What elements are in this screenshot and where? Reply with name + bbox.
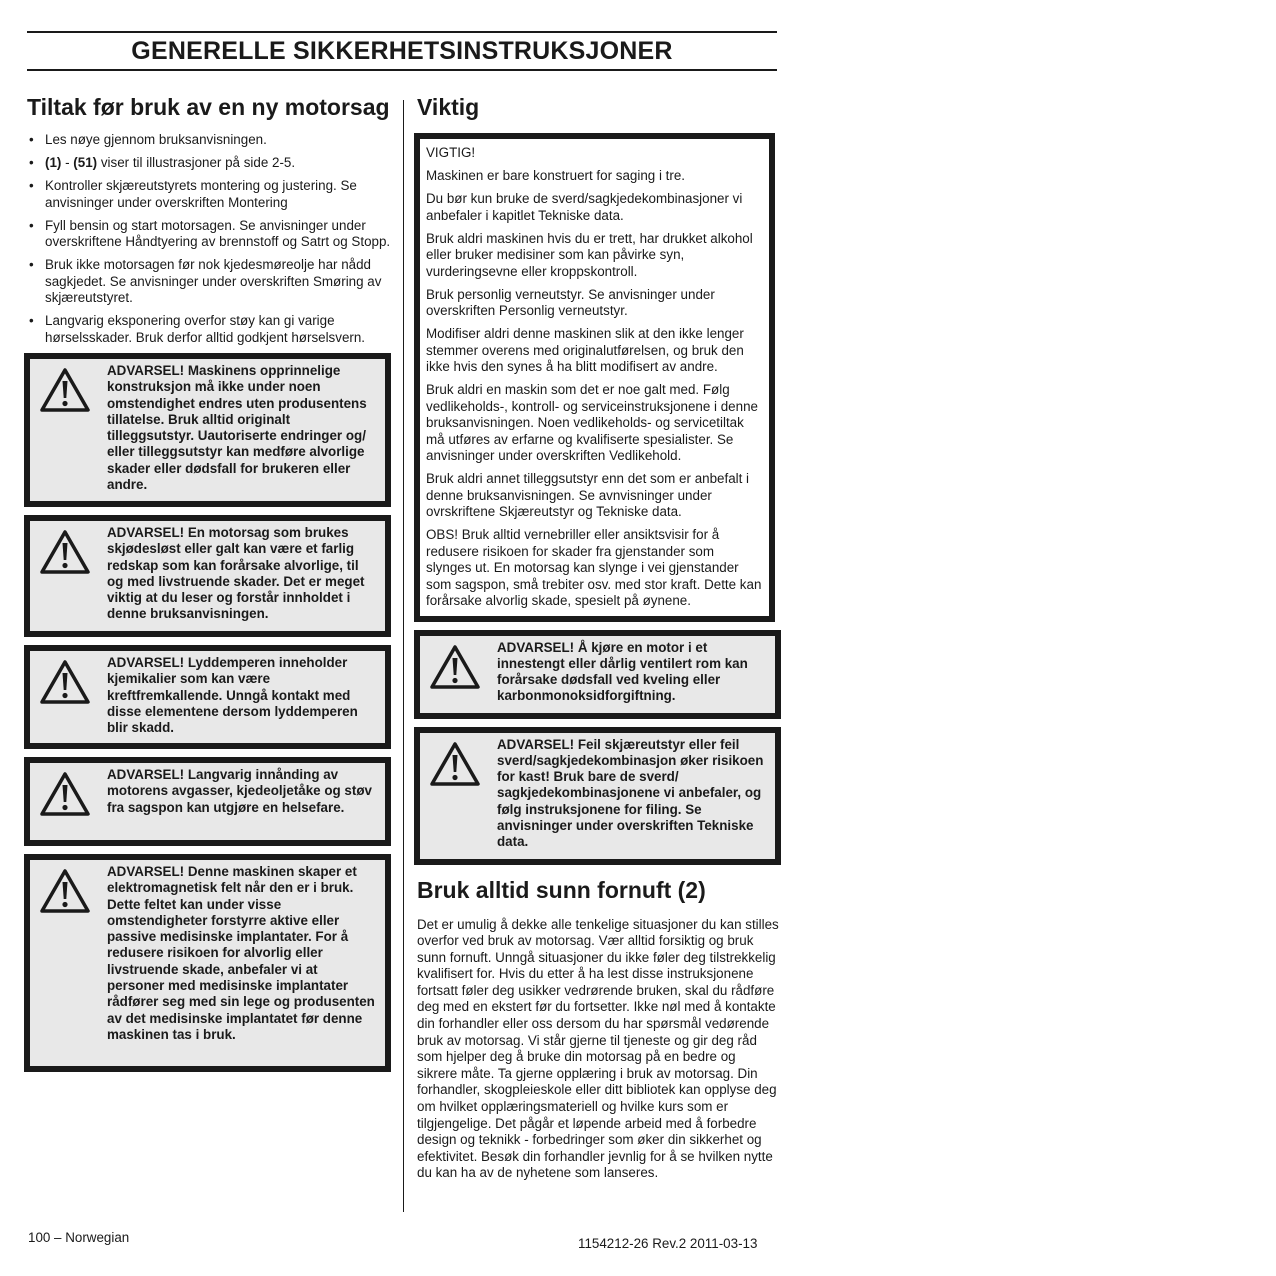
- notice-paragraph: Bruk aldri annet tilleggsutstyr enn det som er anbefalt i denne bruksanvisningen. Se avnvisninger under ovrskriftene Skjæreutstyr og Tekniske data.: [426, 471, 750, 519]
- warning-box: [24, 645, 391, 749]
- left-column: [24, 92, 391, 1080]
- warning-text: ADVARSEL! Å kjøre en motor i et innestengt eller dårlig ventilert rom kan forårsake dødsfall ved kveling eller karbonmonoksidforgiftning.: [497, 639, 748, 704]
- warning-text: ADVARSEL! Langvarig innånding av motorens avgasser, kjedeoljetåke og støv fra sagspon kan utgjøre en helsefare.: [107, 767, 372, 815]
- notice-paragraph: Bruk aldri en maskin som det er noe galt med. Følg vedlikeholds-, kontroll- og serviceinstruksjonene i denne bruksanvisningen. Noen vedlikeholds- og servicetiltak må utføres av erfarne og kvalifiserte spesialister. Se anvisninger under overskriften Vedlikehold.: [426, 382, 758, 463]
- notice-paragraph: Bruk personlig verneutstyr. Se anvisninger under overskriften Personlig verneutstyr.: [426, 286, 715, 318]
- list-item: • Bruk ikke motorsagen før nok kjedesmøreolje har nådd sagkjedet. Se anvisninger under overskriften Smøring av skjæreutstyret.: [29, 257, 382, 305]
- warning-box: [414, 630, 781, 719]
- notice-paragraph: Modifiser aldri denne maskinen slik at den ikke lenger stemmer overens med originalutførelsen, og bruk den ikke hvis den synes å ha blitt modifisert av andre.: [426, 326, 744, 374]
- left-warnings: [24, 353, 391, 1072]
- warning-text: ADVARSEL! Denne maskinen skaper et elektromagnetisk felt når den er i bruk. Dette feltet kan under visse omstendigheter forstyrre aktive eller passive medisinske implantater. For å redusere risikoen for alvorlig eller livstruende skade, anbefaler vi at personer med medisinske implantater rådfører seg med sin lege og produsenten av det medisinske implantatet før denne maskinen tas i bruk.: [107, 864, 375, 1042]
- bullet-icon: •: [29, 257, 34, 272]
- warning-triangle-icon: [429, 644, 481, 690]
- bullet-icon: •: [29, 217, 34, 233]
- warning-text: ADVARSEL! En motorsag som brukes skjødesløst eller galt kan være et farlig redskap som kan forårsake alvorlige, til og med livstruende skader. Det er meget viktig at du leser og forstår innholdet i denne bruksanvisningen.: [107, 525, 365, 622]
- warning-triangle-icon: [39, 529, 91, 575]
- warning-text: ADVARSEL! Feil skjæreutstyr eller feil sverd/sagkjedekombinasjon øker risikoen for kast! Bruk bare de sverd/ sagkjedekombinasjonene vi anbefaler, og følg instruksjonene for filing. Se anvisninger under overskriften Tekniske data.: [497, 736, 764, 850]
- ref-start: (1): [45, 155, 62, 170]
- bullet-icon: •: [29, 313, 34, 328]
- notice-paragraph: Maskinen er bare konstruert for saging i tre.: [426, 168, 686, 183]
- list-item: • (1) - (51) viser til illustrasjoner på side 2-5.: [29, 155, 296, 170]
- warning-triangle-icon: [39, 868, 91, 914]
- ref-end: (51): [73, 155, 98, 170]
- ref-sep: -: [61, 155, 74, 170]
- notice-paragraph: VIGTIG!: [426, 145, 476, 160]
- warning-box: [414, 727, 781, 865]
- notice-paragraph: OBS! Bruk alltid vernebriller eller ansiktsvisir for å redusere risikoen for skader fra gjenstander som slynges ut. En motorsag kan slynge i vei gjenstander som sagspon, små trebiter osv. med stor kraft. Dette kan forårsake alvorlig skade, spesielt på øynene.: [426, 527, 762, 608]
- warning-box: [24, 854, 391, 1072]
- notice-paragraph: Bruk aldri maskinen hvis du er trett, har drukket alkohol eller bruker medisiner som kan påvirke syn, vurderingsevne eller kroppskontroll.: [426, 230, 753, 279]
- warning-box: [24, 515, 391, 637]
- warning-triangle-icon: [39, 367, 91, 413]
- bullet-icon: •: [29, 178, 34, 193]
- warning-text: ADVARSEL! Lyddemperen inneholder kjemikalier som kan være kreftfremkallende. Unngå kontakt med disse elementene dersom lyddemperen blir skadd.: [107, 655, 358, 736]
- list-item: • Langvarig eksponering overfor støy kan gi varige hørselsskader. Bruk derfor alltid godkjent hørselsvern.: [29, 313, 366, 345]
- right-column: [414, 92, 781, 1182]
- column-divider: [403, 100, 404, 1212]
- list-item: • Les nøye gjennom bruksanvisningen.: [29, 132, 267, 147]
- page-title-bar: [27, 31, 777, 71]
- list-item: • Kontroller skjæreutstyrets montering og justering. Se anvisninger under overskriften Montering: [29, 178, 357, 210]
- document-id: 1154212-26 Rev.2 2011-03-13: [578, 1236, 758, 1251]
- page-title: GENERELLE SIKKERHETSINSTRUKSJONER: [131, 37, 673, 65]
- warning-triangle-icon: [39, 659, 91, 705]
- section-heading-new-saw: Tiltak før bruk av en ny motorsag: [27, 94, 390, 120]
- page-number: 100 – Norwegian: [28, 1230, 130, 1245]
- section-heading-important: Viktig: [417, 94, 480, 120]
- notice-paragraph: Du bør kun bruke de sverd/sagkjedekombinasjoner vi anbefaler i kapitlet Tekniske data.: [426, 191, 743, 223]
- list-item: • Fyll bensin og start motorsagen. Se anvisninger under overskriftene Håndtyering av brennstoff og Satrt og Stopp.: [29, 217, 391, 249]
- important-notice-box: [414, 133, 775, 622]
- warning-triangle-icon: [429, 741, 481, 787]
- warning-box: [24, 353, 391, 507]
- body-paragraph: Det er umulig å dekke alle tenkelige situasjoner du kan stilles overfor ved bruk av motorsag. Vær alltid forsiktig og bruk sunn fornuft. Unngå situasjoner du ikke føler deg tilstrekkelig kvalifisert for. Hvis du etter å ha lest disse instruksjonene fortsatt føler deg usikker vedrørende bruken, skal du rådføre deg med en ekstert før du fortsetter. Ikke nøl med å kontakte din forhandler eller oss dersom du har spørsmål vedørende bruk av motorsag. Vi står gjerne til tjeneste og gir deg råd som hjelper deg å bruke din motorsag på en bedre og sikrere måte. Ta gjerne opplæring i bruk av motorsag. Din forhandler, skogpleieskole eller ditt bibliotek kan opplyse deg om hvilket opplæringsmateriell og hvilke kurs som er tilgjengelige. Det pågår et løpende arbeid med å forbedre design og teknikk - forbedringer som øker din sikkerhet og efektivitet. Besøk din forhandler jevnlig for å se hvilken nytte du kan ha av de nyhetene som lanseres.: [417, 916, 779, 1181]
- warning-triangle-icon: [39, 771, 91, 817]
- bullet-icon: •: [29, 155, 34, 170]
- warning-box: [24, 757, 391, 846]
- warning-text: ADVARSEL! Maskinens opprinnelige konstruksjon må ikke under noen omstendighet endres uten produsentens tillatelse. Bruk alltid originalt tilleggsutstyr. Uautoriserte endringer og/ eller tilleggsutstyr kan medføre alvorlige skader eller dødsfall for brukeren eller andre.: [107, 363, 367, 493]
- bullet-icon: •: [29, 132, 34, 147]
- bullet-list: [24, 132, 391, 346]
- section-heading-common-sense: Bruk alltid sunn fornuft (2): [417, 876, 706, 903]
- right-warnings: [414, 630, 781, 865]
